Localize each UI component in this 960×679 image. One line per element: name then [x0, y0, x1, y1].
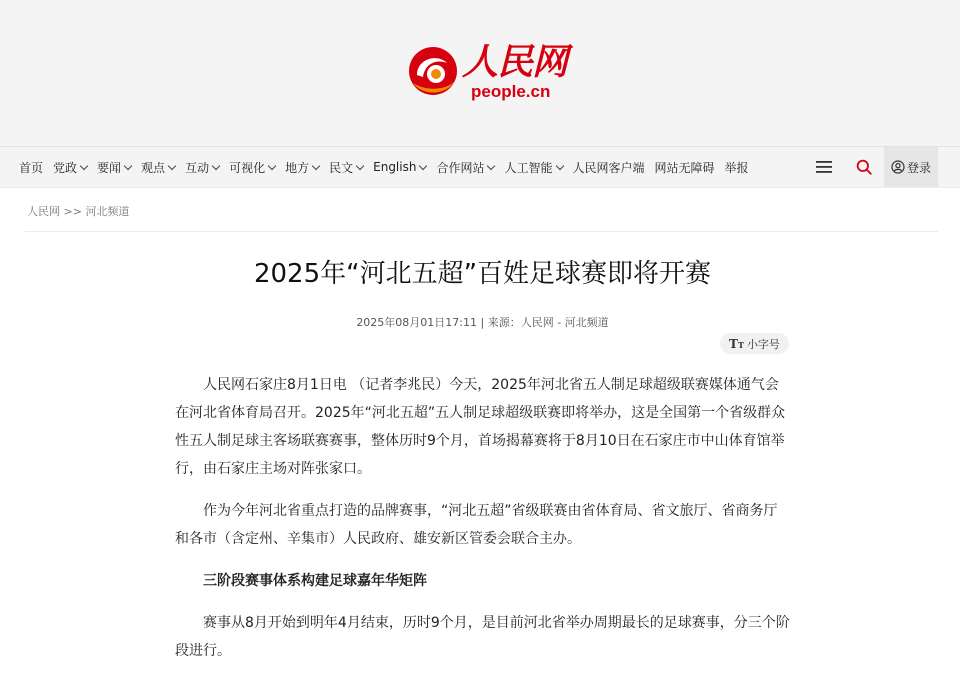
chevron-down-icon [419, 161, 427, 169]
nav-item[interactable] [180, 147, 224, 187]
search-button[interactable] [844, 147, 884, 187]
nav-item[interactable] [650, 147, 720, 187]
nav-item-label: 合作网站 [436, 160, 485, 175]
main-nav [0, 147, 960, 188]
nav-items [0, 147, 754, 187]
chevron-down-icon [555, 161, 563, 169]
nav-item[interactable] [14, 147, 48, 187]
nav-item-label: 互动 [185, 160, 210, 175]
nav-item[interactable] [136, 147, 180, 187]
nav-item-label: 可视化 [229, 160, 266, 175]
breadcrumb [27, 203, 129, 219]
article-paragraph: 作为今年河北省重点打造的品牌赛事，“河北五超”省级联赛由省体育局、省文旅厅、省商务厅和各市（含定州、辛集市）人民政府、雄安新区管委会联合主办。 [175, 503, 778, 547]
nav-item-label: 观点 [141, 160, 166, 175]
chevron-down-icon [168, 161, 176, 169]
chevron-down-icon [312, 161, 320, 169]
nav-item-label: 党政 [53, 160, 78, 175]
breadcrumb-home-link[interactable]: 人民网 [27, 205, 60, 218]
breadcrumb-channel-link[interactable]: 河北频道 [85, 205, 130, 218]
login-button[interactable] [884, 147, 938, 187]
chevron-down-icon [212, 161, 220, 169]
nav-item[interactable] [368, 147, 431, 187]
nav-item-label: 要闻 [97, 160, 122, 175]
nav-item[interactable] [431, 147, 499, 187]
login-label: 登录 [906, 160, 931, 175]
logo-chinese-text: 人民网 [462, 41, 568, 83]
nav-item-label: 举报 [724, 160, 749, 175]
nav-item[interactable] [499, 147, 567, 187]
article-meta: 2025年08月01日17:11 | 来源：人民网 - 河北频道 [356, 316, 609, 329]
nav-item[interactable] [92, 147, 136, 187]
nav-item-label: 人民网客户端 [572, 160, 645, 175]
chevron-down-icon [268, 161, 276, 169]
hamburger-menu-icon [816, 160, 832, 174]
nav-tools [804, 147, 938, 187]
chevron-down-icon [124, 161, 132, 169]
nav-item-label: English [373, 160, 417, 174]
chevron-down-icon [80, 161, 88, 169]
article-body [175, 371, 791, 679]
people-logo[interactable] [407, 40, 567, 104]
nav-item-label: 地方 [285, 160, 310, 175]
site-header [0, 0, 960, 147]
breadcrumb-divider [25, 231, 938, 232]
article-title: 2025年“河北五超”百姓足球赛即将开赛 [253, 259, 712, 289]
nav-item-label: 首页 [19, 160, 44, 175]
nav-item-label: 网站无障碍 [654, 160, 715, 175]
logo-english-text: people.cn [471, 82, 551, 101]
chevron-down-icon [487, 161, 495, 169]
font-size-icon: TT [729, 336, 744, 351]
nav-item[interactable] [324, 147, 368, 187]
nav-item-label: 人工智能 [504, 160, 553, 175]
nav-item[interactable] [280, 147, 324, 187]
logo-swirl-icon [407, 45, 459, 97]
nav-item[interactable] [224, 147, 280, 187]
menu-button[interactable] [804, 147, 844, 187]
article-subheading: 三阶段赛事体系构建足球嘉年华矩阵 [203, 573, 427, 589]
user-icon [891, 160, 905, 174]
article-paragraph: 人民网石家庄8月1日电 （记者李兆民）今天，2025年河北省五人制足球超级联赛媒体通气会在河北省体育局召开。2025年“河北五超”五人制足球超级联赛即将举办，这是全国第一个省级群众性五人制足球主客场联赛赛事，整体历时9个月，首场揭幕赛将于8月10日在石家庄市中山体育馆举行，由石家庄主场对阵张家口。 [175, 377, 786, 477]
font-size-toggle[interactable] [720, 333, 789, 354]
breadcrumb-separator: >> [63, 205, 82, 218]
search-icon [856, 159, 872, 175]
article-paragraph: 赛事从8月开始到明年4月结束，历时9个月，是目前河北省举办周期最长的足球赛事，分三个阶段进行。 [175, 615, 790, 659]
font-size-label: 小字号 [746, 337, 780, 351]
nav-item[interactable] [720, 147, 754, 187]
nav-item[interactable] [568, 147, 650, 187]
chevron-down-icon [356, 161, 364, 169]
nav-item[interactable] [48, 147, 92, 187]
nav-item-label: 民文 [329, 160, 354, 175]
